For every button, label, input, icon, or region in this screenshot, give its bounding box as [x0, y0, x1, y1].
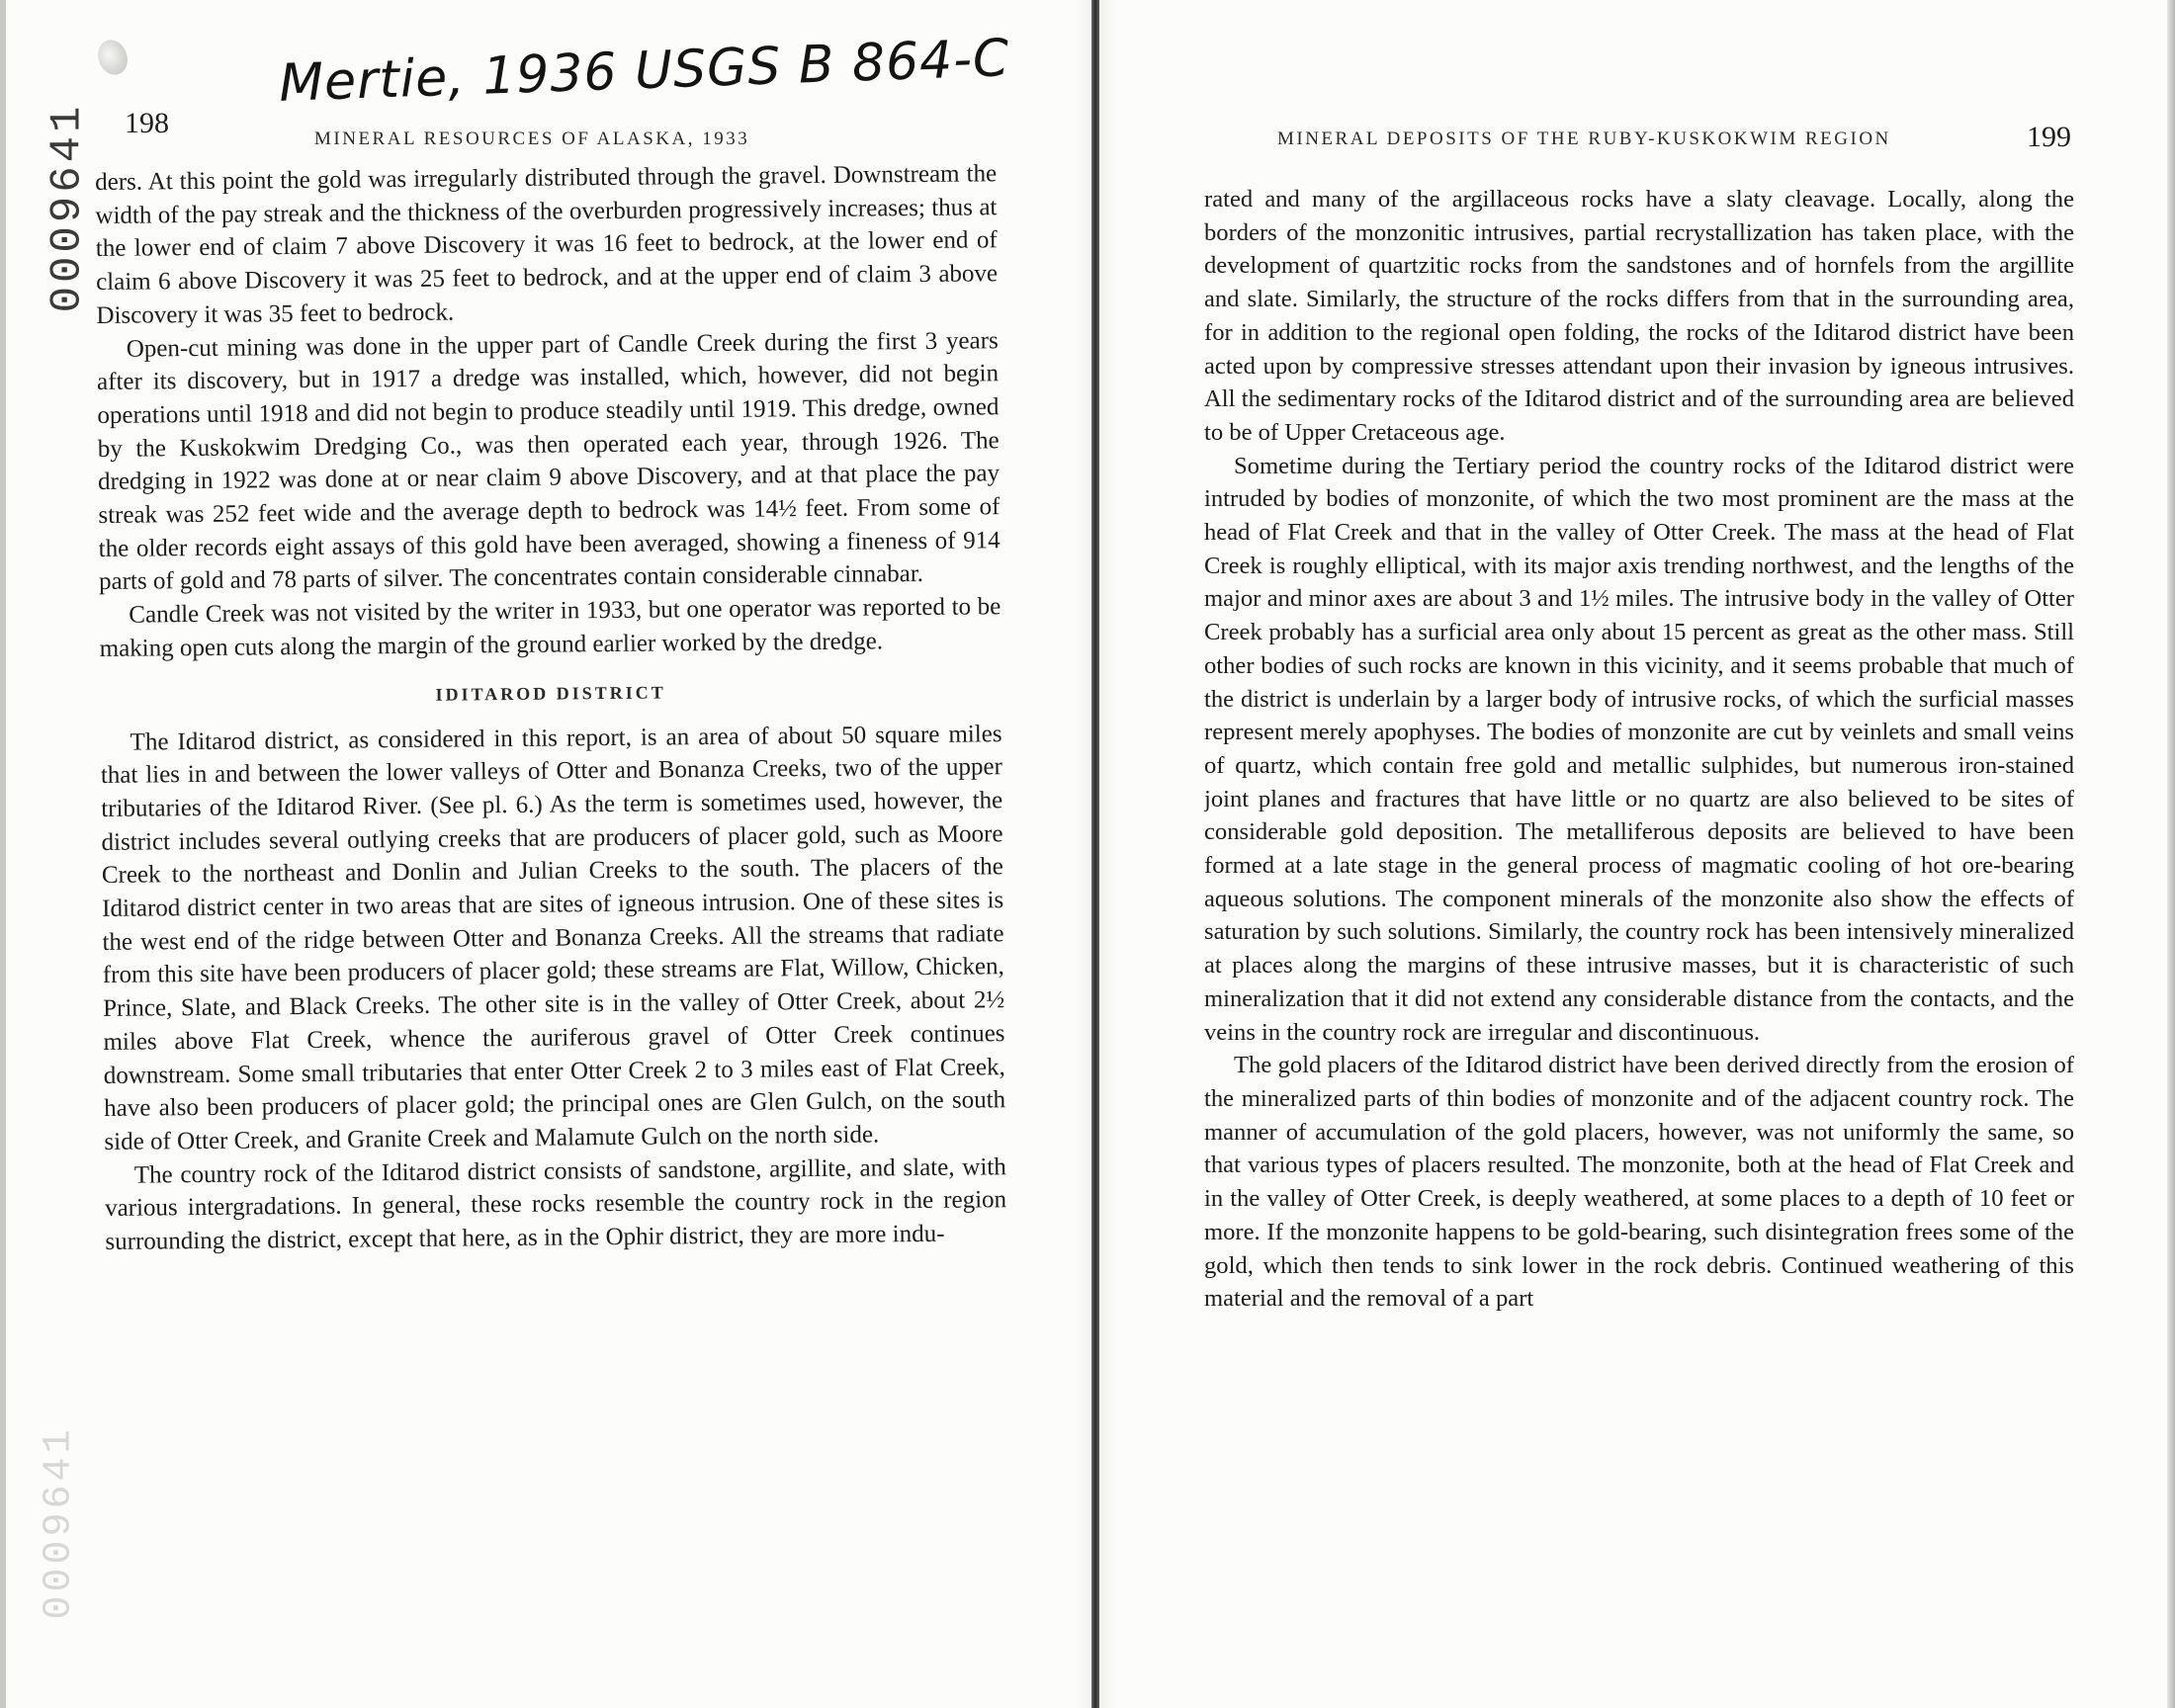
right-paragraph-2: Sometime during the Tertiary period the country rocks of the Iditarod district were intruded by bodies of monzonite, of which the two most prominent are the mass at the head of Flat Creek and that in the valley of Otter Creek. The mass at the head of Flat Creek is roughly elliptical, with its major axis trending northwest, and the lengths of the major and minor axes are about 3 and 1½ miles. The intrusive body in the valley of Otter Creek probably has a surficial area only about 15 percent as great as the other mass. Still other bodies of such rocks are known in this vicinity, and it seems probable that much of the district is underlain by a larger body of intrusive rocks, of which the surficial masses represent merely apophyses. The bodies of monzonite are cut by veinlets and small veins of quartz, which contain free gold and metallic sulphides, but numerous iron-stained joint planes and fractures that have little or no quartz are also believed to be sites of considerable gold deposition. The metalliferous deposits are believed to have been formed at a late stage in the general process of magmatic cooling of hot ore-bearing aqueous solutions. The component minerals of the monzonite also show the effects of saturation by such solutions. Similarly, the country rock has been intensively mineralized at places along the margins of these intrusive masses, but it is characteristic of such mineralization that it did not extend any considerable distance from the contacts, and the veins in the country rock are irregular and discontinuous.	[1204, 452, 2074, 1046]
right-page-body	[1204, 183, 2074, 1665]
staple-hole-mark	[93, 36, 131, 79]
left-paragraph-1: ders. At this point the gold was irregularly distributed through the gravel. Downstream the width of the pay streak and the thickness of the overburden progressively increases; thus at the lower end of claim 7 above Discovery it was 16 feet to bedrock, at the lower end of claim 6 above Discovery it was 25 feet to bedrock, and at the upper end of claim 3 above Discovery it was 35 feet to bedrock.	[95, 160, 999, 329]
archive-stamp-bleedthrough-text: 0009641	[37, 1424, 82, 1620]
archive-stamp-bleedthrough	[30, 1413, 89, 1631]
left-paragraph-3: Candle Creek was not visited by the writer in 1933, but one operator was reported to be making open cuts along the margin of the ground earlier worked by the dredge.	[99, 593, 1001, 662]
right-running-head: MINERAL DEPOSITS OF THE RUBY-KUSKOKWIM REGION	[1277, 128, 1891, 149]
right-paragraph-3: The gold placers of the Iditarod district have been derived directly from the erosion of the mineralized parts of thin bodies of monzonite and of the adjacent country rock. The manner of accumulation of the gold placers, however, was not uniformly the same, so that various types of placers resulted. The monzonite, both at the head of Flat Creek and in the valley of Otter Creek, is deeply weathered, at some places to a depth of 10 feet or more. If the monzonite happens to be gold-bearing, such disintegration frees some of the gold, which then tends to sink lower in the rock debris. Continued weathering of this material and the removal of a part	[1204, 1052, 2074, 1313]
section-heading: IDITAROD DISTRICT	[435, 682, 666, 705]
book-gutter	[1091, 0, 1099, 1708]
left-page-body	[95, 157, 1011, 1668]
left-running-head: MINERAL RESOURCES OF ALASKA, 1933	[314, 128, 750, 149]
left-paragraph-4: The Iditarod district, as considered in this report, is an area of about 50 square miles that lies in and between the lower valleys of Otter and Bonanza Creeks, two of the upper tributaries of the Iditarod River. (See pl. 6.) As the term is sometimes used, however, the district includes several outlying creeks that are producers of placer gold, such as Moore Creek to the northeast and Donlin and Julian Creeks to the south. The placers of the Iditarod district center in two areas that are sites of igneous intrusion. One of these sites is the west end of the ridge between Otter and Bonanza Creeks. All the streams that radiate from this site have been producers of placer gold; these streams are Flat, Willow, Chicken, Prince, Slate, and Black Creeks. The other site is in the valley of Otter Creek, about 2½ miles above Flat Creek, whence the auriferous gravel of Otter Creek continues downstream. Some small tributaries that enter Otter Creek 2 to 3 miles east of Flat Creek, have also been producers of placer gold; the principal ones are Glen Gulch, on the south side of Otter Creek, and Granite Creek and Malamute Gulch on the north side.	[100, 720, 1006, 1155]
right-page-number: 199	[2027, 121, 2071, 153]
page-right-edge	[2167, 0, 2175, 1708]
handwritten-citation: Mertie, 1936 USGS B 864-C	[278, 29, 1011, 114]
archive-stamp-text: 0009641	[43, 102, 92, 313]
left-paragraph-5: The country rock of the Iditarod district consists of sandstone, argillite, and slate, with various intergradations. In general, these rocks resemble the country rock in the region surrounding the district, except that here, as in the Ophir district, they are more indu-	[104, 1153, 1007, 1256]
left-page-number: 198	[125, 107, 169, 139]
left-paragraph-2: Open-cut mining was done in the upper part of Candle Creek during the first 3 years after its discovery, but in 1917 a dredge was installed, which, however, did not begin operations until 1918 and did not begin to produce steadily until 1919. This dredge, owned by the Kuskokwim Dredging Co., was then operated each year, through 1926. The dredging in 1922 was done at or near claim 9 above Discovery, and at that place the pay streak was 252 feet wide and the average depth to bedrock was 14½ feet. From some of the older records eight assays of this gold have been averaged, showing a fineness of 914 parts of gold and 78 parts of silver. The concentrates contain considerable cinnabar.	[96, 326, 1000, 596]
right-paragraph-1: rated and many of the argillaceous rocks have a slaty cleavage. Locally, along the borders of the monzonitic intrusives, partial recrystallization has taken place, with the development of quartzitic rocks from the sandstones and of hornfels from the argillite and slate. Similarly, the structure of the rocks differs from that in the surrounding area, for in addition to the regional open folding, the rocks of the Iditarod district have been acted upon by compressive stresses attendant upon their invasion by igneous intrusives. All the sedimentary rocks of the Iditarod district and of the surrounding area are believed to be of Upper Cretaceous age.	[1204, 186, 2074, 446]
page-left-edge	[0, 0, 6, 1708]
